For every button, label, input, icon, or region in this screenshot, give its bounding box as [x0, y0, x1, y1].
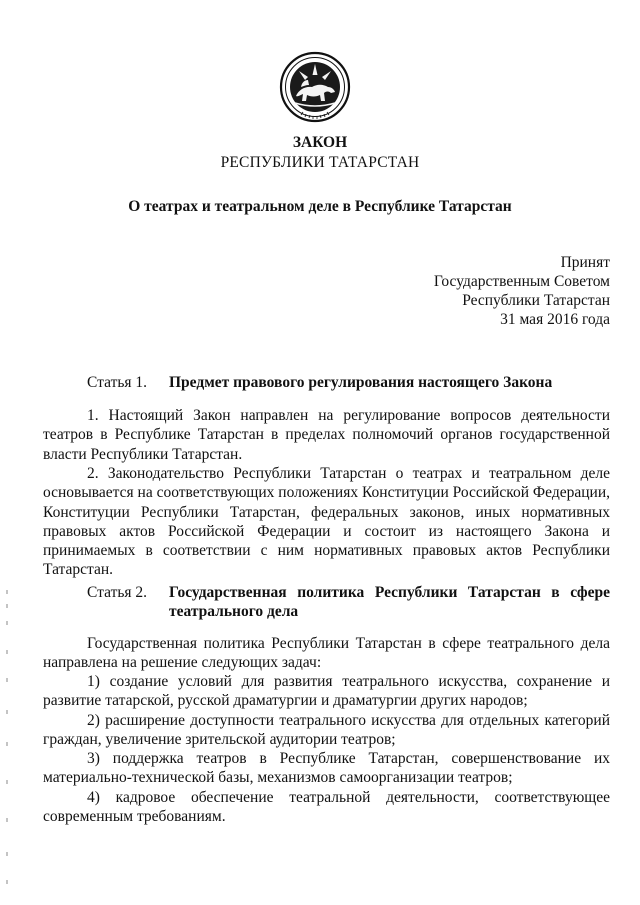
article-title: Государственная политика Республики Татарстан в сфере театрального дела — [169, 584, 610, 620]
coat-of-arms-icon — [279, 51, 351, 123]
adoption-date: 31 мая 2016 года — [500, 311, 610, 328]
article-2-heading — [87, 583, 610, 621]
paragraph: 2. Законодательство Республики Татарстан о театрах и театральном деле основывается на соответствующих положениях Конституции Российской Федерации, Конституции Республики Татарстан, федеральных законов, иных нормативных правовых актов Российской Федерации и состоит из настоящего Закона и принимаемых в соответствии с ним нормативных правовых актов Республики Татарстан. — [43, 465, 610, 579]
list-item: 2) расширение доступности театрального искусства для отдельных категорий граждан, увеличение зрительской аудитории театров; — [43, 712, 610, 749]
paragraph: Государственная политика Республики Татарстан в сфере театрального дела направлена на решение следующих задач: — [43, 635, 610, 672]
list-item: 1) создание условий для развития театрального искусства, сохранение и развитие татарской, русской драматургии и драматургии других народов; — [43, 673, 610, 710]
adoption-line: Принят — [560, 254, 610, 271]
article-1-heading — [87, 373, 610, 392]
article-number: Статья 1. — [87, 374, 148, 391]
paragraph: 1. Настоящий Закон направлен на регулирование вопросов деятельности театров в Республике Татарстан в пределах полномочий органов государственной власти Республики Татарстан. — [43, 407, 610, 463]
article-title: Предмет правового регулирования настоящего Закона — [169, 374, 553, 391]
document-title: О театрах и театральном деле в Республике Татарстан — [128, 198, 512, 215]
list-item: 4) кадровое обеспечение театральной деятельности, соответствующее современным требованиям. — [43, 789, 610, 826]
adoption-line: Государственным Советом — [433, 273, 610, 290]
list-item: 3) поддержка театров в Республике Татарстан, совершенствование их материально-технической базы, механизмов самоорганизации театров; — [43, 750, 610, 787]
article-number: Статья 2. — [87, 584, 148, 601]
law-heading — [0, 133, 640, 173]
republic-label: РЕСПУБЛИКИ ТАТАРСТАН — [220, 154, 420, 171]
adoption-line: Республики Татарстан — [462, 292, 610, 309]
scan-edge-marks — [6, 590, 9, 890]
adoption-block — [350, 253, 610, 329]
law-label: ЗАКОН — [292, 134, 348, 151]
